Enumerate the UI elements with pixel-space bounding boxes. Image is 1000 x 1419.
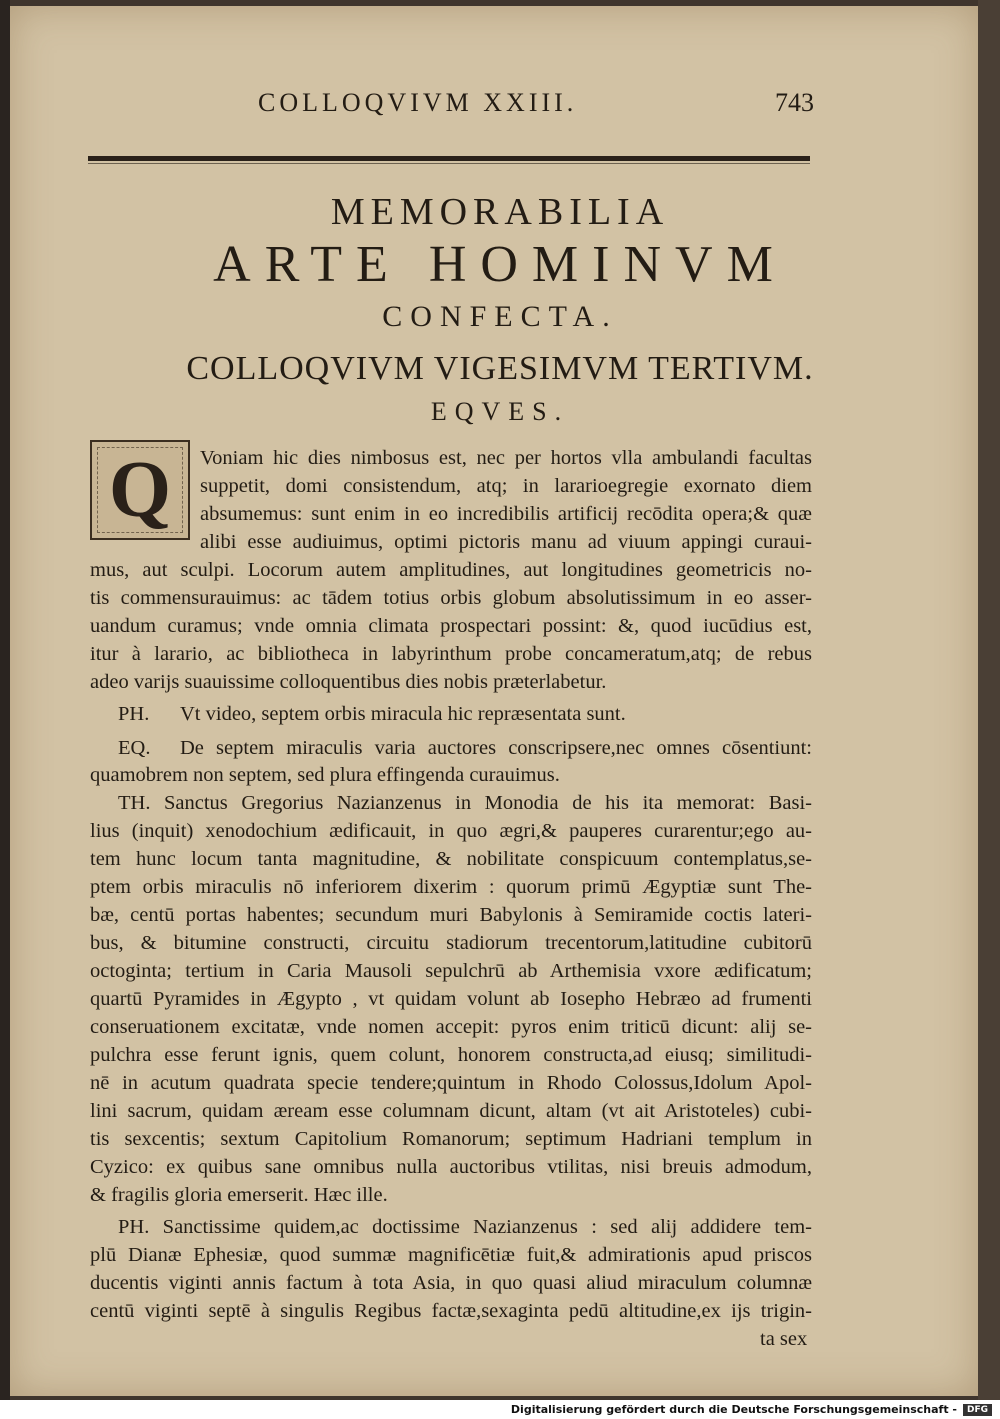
running-title: COLLOQVIVM XXIII. — [258, 88, 578, 117]
text-line: conseruationem excitatæ, vnde nomen accepit: pyros enim triticū dicunt: alij se- — [90, 1016, 812, 1038]
text-line: plū Dianæ Ephesiæ, quod summæ magnificētiæ fuit,& admirationis apud priscos — [90, 1244, 812, 1266]
text-line: lini sacrum, quidam æream esse columnam dicunt, altam (vt ait Aristoteles) cubi- — [90, 1100, 812, 1122]
text-line: centū viginti septē à singulis Regibus factæ,sexaginta pedū altitudine,ex ijs trigin- — [90, 1300, 812, 1322]
dialogue-text: Vt video, septem orbis miracula hic repræsentata sunt. — [180, 703, 626, 725]
decorated-initial — [90, 440, 190, 540]
drop-cap-letter: Q — [108, 445, 172, 534]
text-line: quartū Pyramides in Ægypto , vt quidam volunt ab Iosepho Hebræo ad frumenti — [90, 988, 812, 1010]
text-line: tis sexcentis; sextum Capitolium Romanorum; septimum Hadriani templum in — [90, 1128, 812, 1150]
chapter-heading: COLLOQVIVM VIGESIMVM TERTIVM. — [186, 350, 814, 387]
title-line-2: ARTE HOMINVM — [213, 236, 787, 293]
speaker-label: PH. — [118, 703, 150, 725]
text-line: & fragilis gloria emerserit. Hæc ille. — [90, 1184, 388, 1206]
text-line: octoginta; tertium in Caria Mausoli sepulchrū ab Arthemisia vxore ædificatum; — [90, 960, 812, 982]
text-line: bus, & bitumine constructi, circuitu stadiorum trecentorum,latitudine cubitorū — [90, 932, 812, 954]
header-rule — [88, 156, 810, 161]
text-line: TH. Sanctus Gregorius Nazianzenus in Monodia de his ita memorat: Basi- — [118, 792, 812, 814]
header-rule-thin — [88, 163, 810, 164]
text-line: pulchra esse ferunt ignis, quem colunt, honorem constructa,ad eiusq; similitudi- — [90, 1044, 812, 1066]
text-line: adeo varijs suauissime colloquentibus dies nobis præterlabetur. — [90, 671, 607, 693]
text-line: absumemus: sunt enim in eo incredibilis artificij recōdita opera;& quæ — [200, 503, 812, 525]
dialogue-line — [118, 734, 812, 762]
digitization-footer — [0, 1400, 1000, 1419]
title-line-1: MEMORABILIA — [330, 191, 670, 233]
text-line: PH. Sanctissime quidem,ac doctissime Nazianzenus : sed alij addidere tem- — [118, 1216, 812, 1238]
text-line: lius (inquit) xenodochium ædificauit, in quo ægri,& pauperes curarentur;ego au- — [90, 820, 812, 842]
text-line: bæ, centū portas habentes; secundum muri Babylonis à Semiramide coctis lateri- — [90, 904, 812, 926]
catchword: ta sex — [760, 1328, 808, 1350]
title-line-3: CONFECTA. — [382, 300, 618, 333]
dialogue-text: De septem miraculis varia auctores conscripsere,nec omnes cōsentiunt: — [180, 737, 812, 759]
dfg-logo: DFG — [963, 1404, 992, 1416]
text-line: mus, aut sculpi. Locorum autem amplitudines, aut longitudines geometricis no- — [90, 559, 812, 581]
page-number: 743 — [775, 88, 814, 117]
text-line: itur à larario, ac bibliotheca in labyrinthum probe concameratum,atq; de rebus — [90, 643, 812, 665]
footer-credit: Digitalisierung gefördert durch die Deutsche Forschungsgemeinschaft - — [510, 1403, 957, 1416]
text-line: Cyzico: ex quibus sane omnibus nulla auctoribus vtilitas, nisi breuis admodum, — [90, 1156, 812, 1178]
text-line: Voniam hic dies nimbosus est, nec per hortos vlla ambulandi facultas — [200, 447, 812, 469]
text-line: nē in acutum quadrata specie tendere;quintum in Rhodo Colossus,Idolum Apol- — [90, 1072, 812, 1094]
speaker-heading: EQVES. — [430, 397, 570, 426]
speaker-label: EQ. — [118, 737, 151, 759]
text-line: tem hunc locum tanta magnitudine, & nobilitate conspicuum contemplatus,se- — [90, 848, 812, 870]
text-line: ptem orbis miraculis nō inferiorem dixerim : quorum primū Ægyptiæ sunt The- — [90, 876, 812, 898]
text-line: ducentis viginti annis factum à tota Asia, in quo quasi aliud miraculum columnæ — [90, 1272, 812, 1294]
text-line: suppetit, domi consistendum, atq; in lararioegregie exornato diem — [200, 475, 812, 497]
text-line: uandum curamus; vnde omnia climata prospectari possint: &, quod iucūdius est, — [90, 615, 812, 637]
text-line: alibi esse audiuimus, optimi pictoris manu ad viuum appingi curaui- — [200, 531, 812, 553]
text-line: tis commensurauimus: ac tādem totius orbis globum absolutissimum in eo asser- — [90, 587, 812, 609]
text-line: quamobrem non septem, sed plura effingenda curauimus. — [90, 764, 560, 786]
dialogue-line — [118, 700, 812, 728]
